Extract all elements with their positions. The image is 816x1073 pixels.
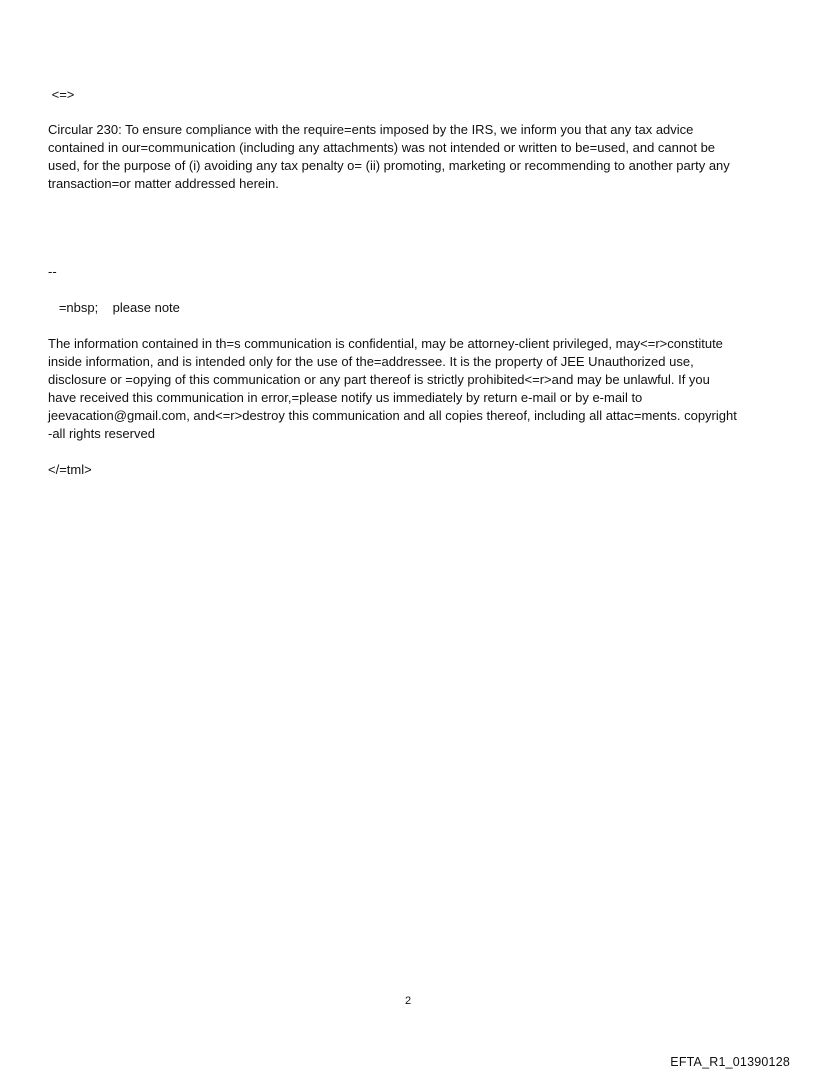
closing-tag: </=tml> (48, 462, 92, 477)
circular-line-1: Circular 230: To ensure compliance with the require=ents imposed by the IRS, we inform you that any tax advice (48, 122, 694, 137)
confidential-line-6: -all rights reserved (48, 426, 155, 441)
confidential-line-5: jeevacation@gmail.com, and<=r>destroy this communication and all copies thereof, including all attac=ments. copyright (48, 408, 737, 423)
circular-line-4: transaction=or matter addressed herein. (48, 176, 279, 191)
circular-line-3: used, for the purpose of (i) avoiding any tax penalty o= (ii) promoting, marketing or recommending to another party any (48, 158, 730, 173)
confidential-line-4: have received this communication in error,=please notify us immediately by return e-mail or by e-mail to (48, 390, 643, 405)
confidential-line-3: disclosure or =opying of this communication or any part thereof is strictly prohibited<=r>and may be unlawful. If you (48, 372, 710, 387)
confidentiality-paragraph (48, 335, 773, 443)
signature-separator: -- (48, 264, 57, 279)
circular-230-paragraph (48, 121, 773, 193)
top-marker: <=> (48, 87, 75, 102)
document-id: EFTA_R1_01390128 (670, 1055, 790, 1069)
confidential-line-1: The information contained in th=s communication is confidential, may be attorney-client privileged, may<=r>constitute (48, 336, 723, 351)
circular-line-2: contained in our=communication (including any attachments) was not intended or written to be=used, and cannot be (48, 140, 716, 155)
page-number: 2 (404, 995, 412, 1007)
confidential-line-2: inside information, and is intended only for the use of the=addressee. It is the property of JEE Unauthorized use, (48, 354, 694, 369)
please-note-line: =nbsp; please note (48, 300, 180, 315)
